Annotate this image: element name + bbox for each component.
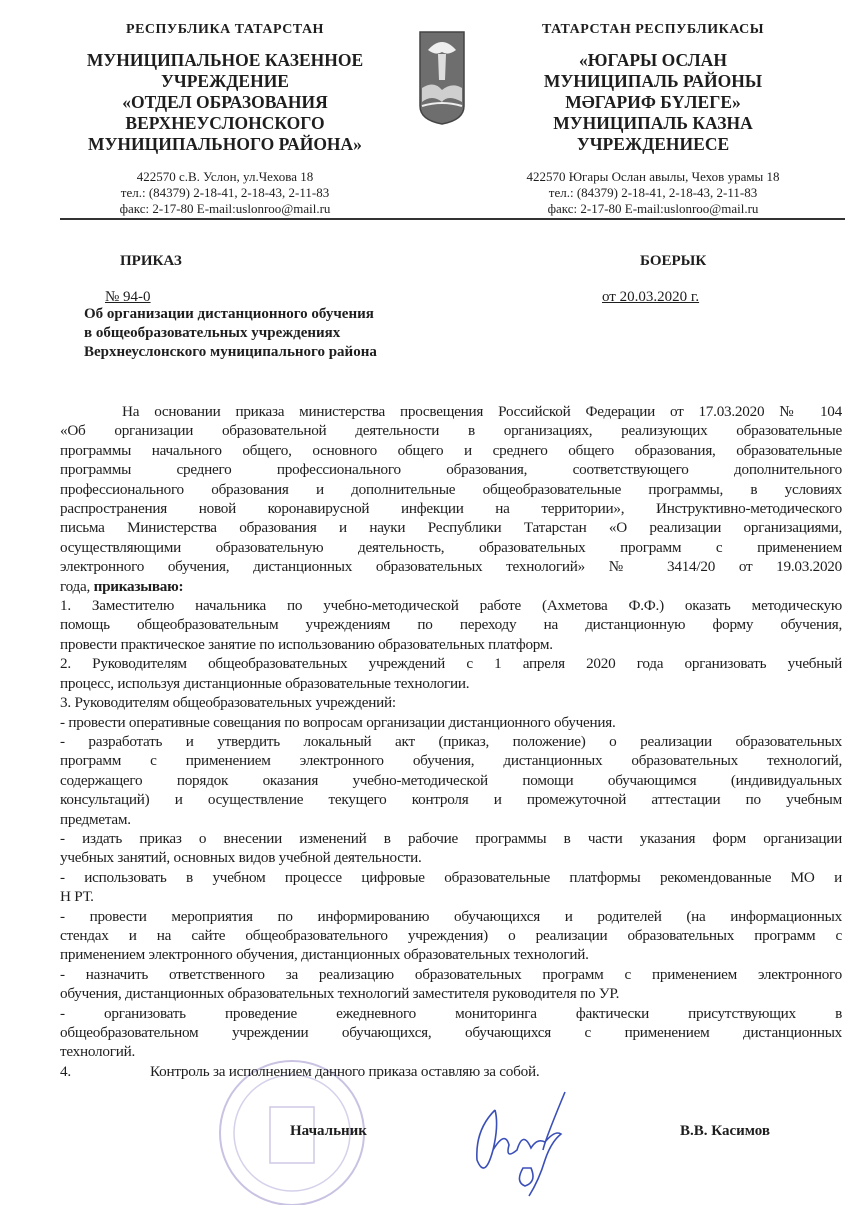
body-line <box>60 1004 842 1023</box>
line-text: провести практическое занятие по использованию образовательных платформ. <box>60 635 553 653</box>
signatory-position: Начальник <box>290 1123 367 1139</box>
body-line <box>60 480 842 499</box>
line-text: 2. Руководителям общеобразовательных учреждений с 1 апреля 2020 года организовать учебный <box>60 655 842 673</box>
body-line <box>60 887 842 906</box>
body-line <box>60 829 842 848</box>
body-line <box>60 848 842 867</box>
org-line: УЧРЕЖДЕНИЕ <box>161 71 289 91</box>
line-text: - разработать и утвердить локальный акт (приказ, положение) о реализации образовательных <box>60 732 842 750</box>
address: 422570 с.В. Услон, ул.Чехова 18 <box>136 169 314 184</box>
line-text: содержащего порядок оказания учебно-методической помощи обучающимся (индивидуальных <box>60 771 842 789</box>
line-text: предметам. <box>60 810 131 828</box>
contact-info-ru <box>60 169 390 217</box>
line-text: 1. Заместителю начальника по учебно-методической работе (Ахметова Ф.Ф.) оказать методическую <box>60 597 842 615</box>
body-line <box>60 596 842 615</box>
document-body <box>60 402 842 1081</box>
body-line <box>60 693 842 712</box>
body-line <box>60 1062 842 1081</box>
line-text: профессионального образования и дополнительные общеобразовательные программы, в условиях <box>60 480 842 498</box>
body-line <box>60 771 842 790</box>
line-text: - провести мероприятия по информированию обучающихся и родителей (на информационных <box>60 907 842 925</box>
contact-info-tt <box>478 169 828 217</box>
line-text: учебных занятий, основных видов учебной деятельности. <box>60 849 422 867</box>
line-text: стендах и на сайте общеобразовательного учреждения) о реализации образовательных программ с <box>60 926 842 944</box>
line-text: программы начального общего, основного общего и среднего общего образования, образовательные <box>60 441 842 459</box>
body-line <box>60 577 842 596</box>
org-line: ВЕРХНЕУСЛОНСКОГО <box>125 113 325 133</box>
line-text: Контроль за исполнением данного приказа оставляю за собой. <box>150 1062 540 1080</box>
address: 422570 Югары Ослан авылы, Чехов урамы 18 <box>526 169 780 184</box>
phone: тел.: (84379) 2-18-41, 2-18-43, 2-11-83 <box>548 185 758 200</box>
org-line: МУНИЦИПАЛЬ КАЗНА <box>553 113 753 133</box>
order-label-ru: ПРИКАЗ <box>120 253 182 269</box>
body-line <box>60 810 842 829</box>
republic-name-tt: ТАТАРСТАН РЕСПУБЛИКАСЫ <box>541 22 765 37</box>
body-line <box>60 674 842 693</box>
title-line: Об организации дистанционного обучения <box>84 306 374 322</box>
body-line <box>60 557 842 576</box>
order-verb: приказываю: <box>93 577 184 595</box>
org-line: МУНИЦИПАЛЬНОЕ КАЗЕННОЕ <box>86 50 364 70</box>
title-line: Верхнеуслонского муниципального района <box>84 344 377 360</box>
organization-name-ru <box>60 50 390 155</box>
coat-of-arms-emblem-icon <box>418 30 466 126</box>
line-text: - организовать проведение ежедневного мониторинга фактически присутствующих в <box>60 1004 842 1022</box>
line-text: Н РТ. <box>60 888 94 906</box>
org-line: МУНИЦИПАЛЬНОГО РАЙОНА» <box>88 134 362 154</box>
title-line: в общеобразовательных учреждениях <box>84 325 341 341</box>
body-line <box>60 538 842 557</box>
body-line <box>60 402 842 421</box>
body-line <box>60 654 842 673</box>
body-line <box>60 926 842 945</box>
line-text: распространения новой коронавирусной инфекции на территории», Инструктивно-методического <box>60 500 842 518</box>
line-text: применением электронного обучения, дистанционных образовательных технологий. <box>60 946 589 964</box>
org-line: УЧРЕЖДЕНИЕСЕ <box>576 134 730 154</box>
line-text: - издать приказ о внесении изменений в рабочие программы в части указания форм организации <box>60 829 842 847</box>
body-line <box>60 984 842 1003</box>
line-text: обучения, дистанционных образовательных технологий заместителя руководителя по УР. <box>60 985 620 1003</box>
line-text: помощь общеобразовательным учреждениям по переходу на дистанционную форму обучения, <box>60 616 842 634</box>
line-text: «Об организации образовательной деятельности в организациях, реализующих образовательные <box>60 422 842 440</box>
body-line <box>60 615 842 634</box>
line-text: электронного обучения, дистанционных образовательных технологий» № 3414/20 от 19.03.2020 <box>60 558 842 576</box>
body-line <box>60 790 842 809</box>
header-right <box>478 22 828 217</box>
org-line: «ЮГАРЫ ОСЛАН <box>579 50 727 70</box>
body-line <box>60 518 842 537</box>
line-text: технологий. <box>60 1043 135 1061</box>
republic-name-ru: РЕСПУБЛИКА ТАТАРСТАН <box>126 22 324 37</box>
line-text: письма Министерства образования и науки Республики Татарстан «О реализации организациями, <box>60 519 842 537</box>
body-line <box>60 945 842 964</box>
line-text: программ с применением электронного обучения, дистанционных образовательных технологий, <box>60 752 842 770</box>
body-line <box>60 1042 842 1061</box>
fax-email: факс: 2-17-80 E-mail:uslonroo@mail.ru <box>119 201 331 216</box>
order-date: от 20.03.2020 г. <box>602 289 700 305</box>
fax-email: факс: 2-17-80 E-mail:uslonroo@mail.ru <box>547 201 759 216</box>
org-line: «ОТДЕЛ ОБРАЗОВАНИЯ <box>122 92 328 112</box>
line-text: - провести оперативные совещания по вопросам организации дистанционного обучения. <box>60 713 616 731</box>
line-text: консультаций) и осуществление текущего контроля и промежуточной аттестации по учебным <box>60 791 842 809</box>
body-line <box>60 1023 842 1042</box>
signatory-name: В.В. Касимов <box>680 1123 770 1139</box>
line-text: На основании приказа министерства просвещения Российской Федерации от 17.03.2020 № 104 <box>122 403 842 420</box>
body-line <box>60 441 842 460</box>
body-line <box>60 751 842 770</box>
body-line <box>60 460 842 479</box>
header-left <box>60 22 390 217</box>
org-line: МУНИЦИПАЛЬ РАЙОНЫ <box>543 71 763 91</box>
header-divider <box>60 218 845 220</box>
item-number: 4. <box>60 1062 71 1080</box>
org-line: МӘГАРИФ БҮЛЕГЕ» <box>565 92 741 112</box>
order-number: № 94-0 <box>105 289 151 305</box>
body-line <box>60 713 842 732</box>
line-text: процесс, используя дистанционные образовательные технологии. <box>60 674 470 692</box>
body-line <box>60 421 842 440</box>
line-text: осуществляющими образовательную деятельность, образовательных программ с применением <box>60 538 842 556</box>
handwritten-signature <box>465 1090 575 1205</box>
body-line <box>60 499 842 518</box>
line-text: 3. Руководителям общеобразовательных учреждений: <box>60 694 396 712</box>
body-line <box>60 868 842 887</box>
line-text: программы среднего профессионального образования, соответствующего дополнительного <box>60 461 842 479</box>
line-text: - использовать в учебном процессе цифровые образовательные платформы рекомендованные МО и <box>60 868 842 886</box>
document-title <box>84 305 377 362</box>
line-text: общеобразовательном учреждении обучающихся, обучающихся с применением дистанционных <box>60 1024 842 1041</box>
body-line <box>60 732 842 751</box>
body-line <box>60 635 842 654</box>
body-line <box>60 965 842 984</box>
phone: тел.: (84379) 2-18-41, 2-18-43, 2-11-83 <box>120 185 330 200</box>
order-label-tt: БОЕРЫК <box>640 253 707 269</box>
line-text: - назначить ответственного за реализацию образовательных программ с применением электронного <box>60 965 842 983</box>
organization-name-tt <box>478 50 828 155</box>
body-line <box>60 907 842 926</box>
line-text: года, <box>60 577 94 595</box>
